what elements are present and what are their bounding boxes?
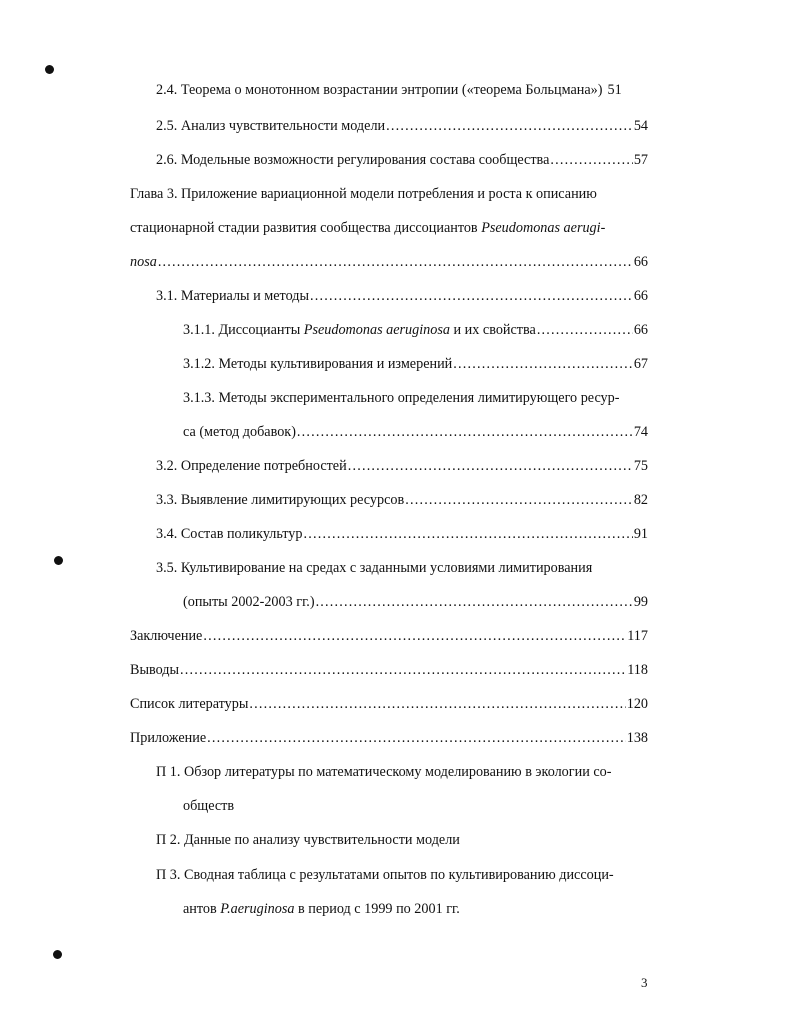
toc-entry-title: Глава 3. Приложение вариационной модели потребления и роста к описанию bbox=[130, 186, 597, 202]
toc-appendix-p3-line-1 bbox=[156, 866, 614, 884]
toc-entry-2-5 bbox=[156, 117, 648, 135]
toc-entry-title: 3.1.3. Методы экспериментального определения лимитирующего ресур- bbox=[183, 390, 620, 406]
toc-entry-3-1-3-line-2 bbox=[183, 423, 648, 441]
toc-entry-title: 2.5. Анализ чувствительности модели bbox=[156, 118, 386, 134]
toc-entry-title: (опыты 2002-2003 гг.) bbox=[183, 594, 315, 610]
toc-entry-page: 66 bbox=[633, 288, 648, 304]
toc-leader-dots bbox=[348, 457, 633, 475]
toc-leader-dots bbox=[310, 287, 633, 305]
toc-entry-title: 2.6. Модельные возможности регулирования состава сообщества bbox=[156, 152, 550, 168]
toc-entry-title: са (метод добавок) bbox=[183, 424, 296, 440]
toc-leader-dots bbox=[203, 627, 626, 645]
toc-leader-dots bbox=[297, 423, 633, 441]
toc-entry-title: 2.4. Теорема о монотонном возрастании энтропии («теорема Больцмана») bbox=[156, 82, 603, 98]
toc-entry-title: 3.3. Выявление лимитирующих ресурсов bbox=[156, 492, 405, 508]
toc-entry-page: 51 bbox=[607, 82, 622, 98]
toc-entry-2-4 bbox=[156, 81, 648, 99]
toc-entry-appendix bbox=[130, 729, 648, 747]
toc-entry-title: П 2. Данные по анализу чувствительности модели bbox=[156, 832, 460, 848]
toc-entry-page: 138 bbox=[626, 730, 648, 746]
toc-entry-conclusion bbox=[130, 627, 648, 645]
toc-appendix-p1-line-2 bbox=[183, 797, 234, 815]
toc-entry-findings bbox=[130, 661, 648, 679]
toc-entry-page: 75 bbox=[633, 458, 648, 474]
toc-entry-title: 3.1.2. Методы культивирования и измерений bbox=[183, 356, 453, 372]
toc-chapter-3-line-1 bbox=[130, 185, 597, 203]
species-name: Pseudomonas aerugi- bbox=[481, 220, 606, 236]
toc-entry-title bbox=[183, 321, 536, 339]
toc-entry-page: 57 bbox=[633, 152, 648, 168]
toc-leader-dots bbox=[207, 729, 626, 747]
toc-leader-dots bbox=[537, 321, 633, 339]
toc-entry-page: 91 bbox=[633, 526, 648, 542]
toc-entry-title: Приложение bbox=[130, 730, 207, 746]
toc-entry-title: Выводы bbox=[130, 662, 180, 678]
toc-entry-3-1-3-line-1 bbox=[183, 389, 619, 407]
toc-entry-2-6 bbox=[156, 151, 648, 169]
toc-leader-dots bbox=[158, 253, 633, 271]
punch-hole-mark-bottom bbox=[53, 950, 62, 959]
toc-entry-3-3 bbox=[156, 491, 648, 509]
toc-entry-page: 54 bbox=[633, 118, 648, 134]
toc-entry-3-5-line-1 bbox=[156, 559, 592, 577]
toc-entry-title-pre: 3.1.1. Диссоцианты bbox=[183, 322, 304, 338]
toc-leader-dots bbox=[550, 151, 632, 169]
toc-entry-page: 117 bbox=[627, 628, 648, 644]
toc-leader-dots bbox=[386, 117, 633, 135]
toc-leader-dots bbox=[180, 661, 626, 679]
toc-entry-title: 3.2. Определение потребностей bbox=[156, 458, 347, 474]
toc-entry-title-post: и их свойства bbox=[450, 322, 536, 338]
toc-entry-3-1-2 bbox=[183, 355, 648, 373]
page-number: 3 bbox=[641, 975, 648, 990]
toc-entry-page: 120 bbox=[626, 696, 648, 712]
toc-leader-dots bbox=[249, 695, 625, 713]
toc-appendix-p3-line-2 bbox=[183, 900, 460, 918]
toc-entry-title: 3.4. Состав поликультур bbox=[156, 526, 303, 542]
toc-chapter-3-line-3 bbox=[130, 253, 648, 271]
toc-entry-title: Заключение bbox=[130, 628, 203, 644]
punch-hole-mark-middle bbox=[54, 556, 63, 565]
toc-entry-page: 66 bbox=[633, 322, 648, 338]
toc-entry-title-pre: антов bbox=[183, 901, 221, 917]
toc-entry-page: 99 bbox=[633, 594, 648, 610]
toc-entry-title: 3.1. Материалы и методы bbox=[156, 288, 309, 304]
toc-entry-page: 74 bbox=[633, 424, 648, 440]
toc-leader-dots bbox=[453, 355, 633, 373]
toc-entry-3-1-1 bbox=[183, 321, 648, 339]
punch-hole-mark-top bbox=[45, 65, 54, 74]
toc-chapter-3-line-2 bbox=[130, 219, 605, 237]
toc-entry-3-2 bbox=[156, 457, 648, 475]
toc-entry-3-5-line-2 bbox=[183, 593, 648, 611]
toc-entry-title: Список литературы bbox=[130, 696, 249, 712]
toc-leader-dots bbox=[304, 525, 633, 543]
toc-entry-title: П 3. Сводная таблица с результатами опытов по культивированию диссоци- bbox=[156, 867, 614, 883]
toc-entry-title: П 1. Обзор литературы по математическому моделированию в экологии со- bbox=[156, 764, 612, 780]
toc-entry-title: 3.5. Культивирование на средах с заданными условиями лимитирования bbox=[156, 560, 593, 576]
toc-appendix-p1-line-1 bbox=[156, 763, 611, 781]
toc-entry-page: 118 bbox=[627, 662, 648, 678]
toc-entry-references bbox=[130, 695, 648, 713]
toc-appendix-p2 bbox=[156, 831, 460, 849]
toc-leader-dots bbox=[405, 491, 633, 509]
toc-entry-title-post: в период с 1999 по 2001 гг. bbox=[294, 901, 460, 917]
toc-entry-3-4 bbox=[156, 525, 648, 543]
toc-entry-title: обществ bbox=[183, 798, 235, 814]
toc-leader-dots bbox=[316, 593, 633, 611]
toc-entry-3-1 bbox=[156, 287, 648, 305]
toc-entry-title: стационарной стадии развития сообщества диссоциантов bbox=[130, 220, 482, 236]
species-name: Pseudomonas aeruginosa bbox=[303, 322, 450, 338]
toc-entry-page: 66 bbox=[633, 254, 648, 270]
species-name: P.aeruginosa bbox=[220, 901, 295, 917]
species-name: nosa bbox=[130, 254, 157, 270]
toc-entry-page: 67 bbox=[633, 356, 648, 372]
toc-entry-page: 82 bbox=[633, 492, 648, 508]
